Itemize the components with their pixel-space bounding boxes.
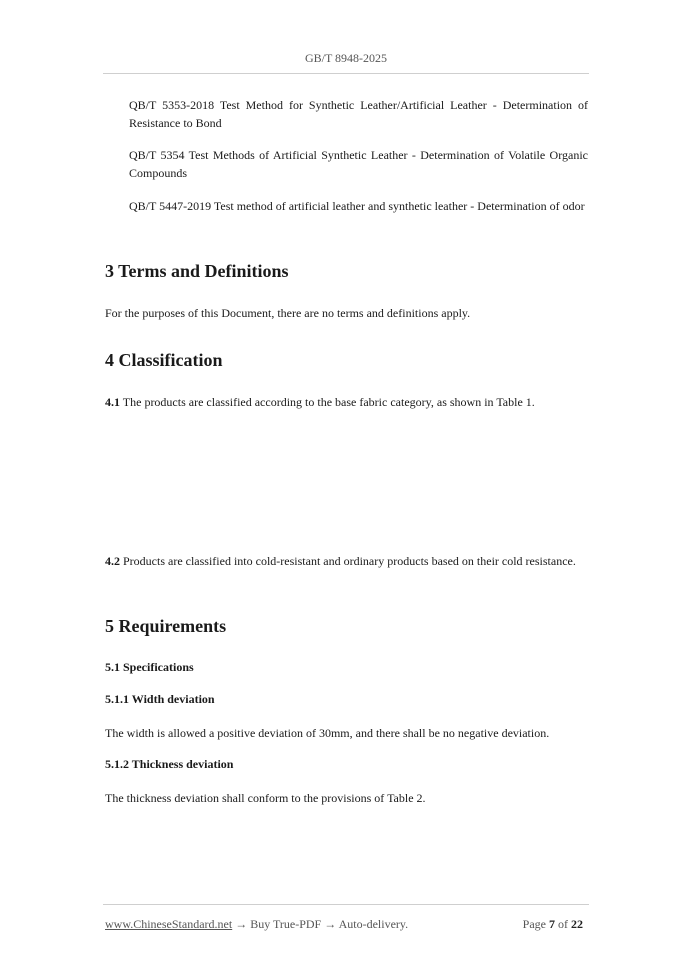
- section-5-heading: 5 Requirements: [105, 616, 227, 636]
- subsection-5-1-heading: 5.1 Specifications: [105, 660, 194, 674]
- total-pages: 22: [571, 917, 583, 931]
- buy-text: Buy True-PDF: [247, 917, 325, 931]
- subsection-5-1-2-body: The thickness deviation shall conform to the provisions of Table 2.: [105, 791, 426, 805]
- page-label: Page: [522, 917, 549, 931]
- footer-divider: [103, 904, 589, 905]
- page-counter: [523, 917, 583, 932]
- subsection-5-1-2-heading: 5.1.2 Thickness deviation: [105, 757, 234, 771]
- clause-4-2-number: 4.2: [105, 554, 120, 568]
- clause-4-1-number: 4.1: [105, 395, 120, 409]
- of-label: of: [555, 917, 571, 931]
- reference-item: QB/T 5447-2019 Test method of artificial leather and synthetic leather - Determination of odor: [129, 199, 585, 213]
- section-3-body: For the purposes of this Document, there are no terms and definitions apply.: [105, 306, 471, 320]
- page-header: GB/T 8948-2025: [304, 51, 388, 65]
- subsection-5-1-1-body: The width is allowed a positive deviation of 30mm, and there shall be no negative deviation.: [105, 726, 550, 740]
- reference-item: QB/T 5354 Test Methods of Artificial Synthetic Leather - Determination of Volatile Organic Compounds: [129, 148, 588, 180]
- section-4-heading: 4 Classification: [105, 350, 223, 370]
- page-number: 7: [549, 917, 555, 931]
- arrow-icon: →: [235, 917, 248, 931]
- delivery-text: Auto-delivery.: [336, 917, 409, 931]
- subsection-5-1-1-heading: 5.1.1 Width deviation: [105, 692, 215, 706]
- reference-item: QB/T 5353-2018 Test Method for Synthetic Leather/Artificial Leather - Determination of Resistance to Bond: [129, 98, 588, 130]
- clause-4-1: [105, 393, 588, 411]
- website-link[interactable]: www.ChineseStandard.net: [105, 917, 233, 931]
- clause-4-1-text: The products are classified according to the base fabric category, as shown in Table 1.: [120, 395, 535, 409]
- clause-4-2: [105, 552, 588, 570]
- arrow-icon: →: [324, 917, 337, 931]
- header-divider: [103, 73, 589, 74]
- section-3-heading: 3 Terms and Definitions: [105, 261, 289, 281]
- footer-promo: [105, 917, 408, 932]
- clause-4-2-text: Products are classified into cold-resistant and ordinary products based on their cold resistance.: [120, 554, 576, 568]
